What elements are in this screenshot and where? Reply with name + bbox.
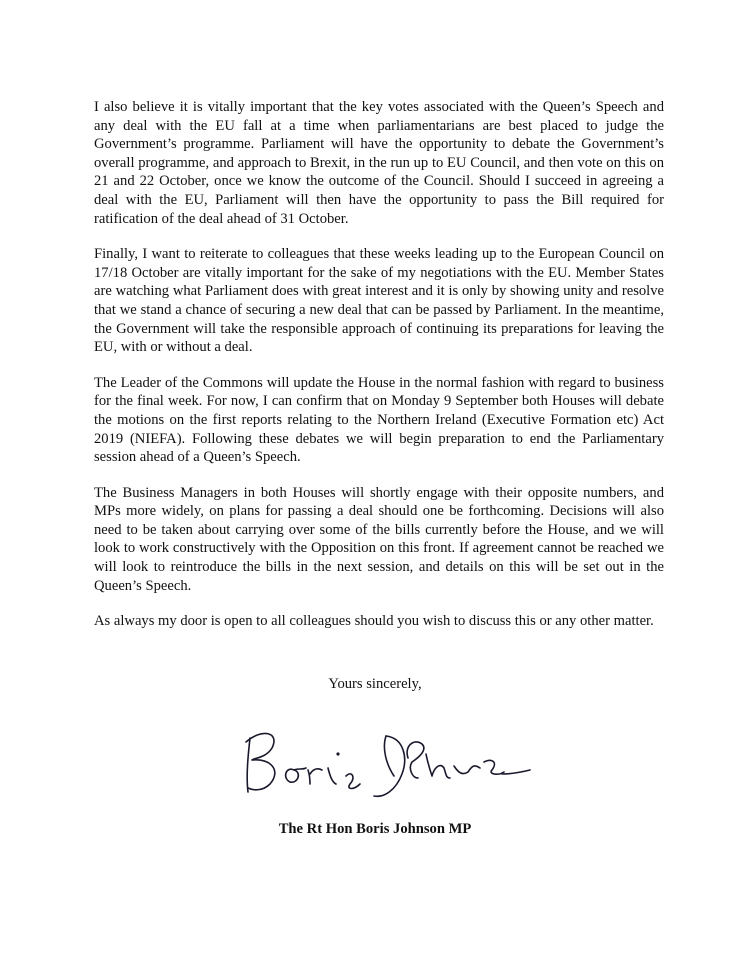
letter-body <box>94 98 664 648</box>
paragraph-leader-of-commons: The Leader of the Commons will update the House in the normal fashion with regard to business for the final week. For now, I can confirm that on Monday 9 September both Houses will debate the motions on the first reports relating to the Northern Ireland (Executive Formation etc) Act 2019 (NIEFA). Following these debates we will begin preparation to end the Parliamentary session ahead of a Queen’s Speech. <box>94 374 664 466</box>
signatory-name: The Rt Hon Boris Johnson MP <box>278 821 472 837</box>
paragraph-queens-speech: I also believe it is vitally important that the key votes associated with the Queen’s Speech and any deal with the EU fall at a time when parliamentarians are best placed to judge the Government’s programme. Parliament will have the opportunity to debate the Government’s overall programme, and approach to Brexit, in the run up to EU Council, and then vote on this on 21 and 22 October, once we know the outcome of the Council. Should I succeed in agreeing a deal with the EU, Parliament will then have the opportunity to pass the Bill required for ratification of the deal ahead of 31 October. <box>94 99 664 227</box>
paragraph-business-managers: The Business Managers in both Houses will shortly engage with their opposite numbers, and MPs more widely, on plans for passing a deal should one be forthcoming. Decisions will also need to be taken about carrying over some of the bills currently before the House, and we will look to work constructively with the Opposition on this front. If agreement cannot be reached we will look to reintroduce the bills in the next session, and details on this will be set out in the Queen’s Speech. <box>94 484 664 594</box>
handwritten-signature <box>236 718 536 808</box>
paragraph-open-door: As always my door is open to all colleagues should you wish to discuss this or any other matter. <box>94 613 654 630</box>
paragraph-european-council: Finally, I want to reiterate to colleagues that these weeks leading up to the European Council on 17/18 October are vitally important for the sake of my negotiations with the EU. Member States are watching what Parliament does with great interest and it is only by showing unity and resolve that we stand a chance of securing a new deal that can be passed by Parliament. In the meantime, the Government will take the responsible approach of continuing its preparations for leaving the EU, with or without a deal. <box>94 246 664 356</box>
closing-salutation: Yours sincerely, <box>328 676 422 692</box>
